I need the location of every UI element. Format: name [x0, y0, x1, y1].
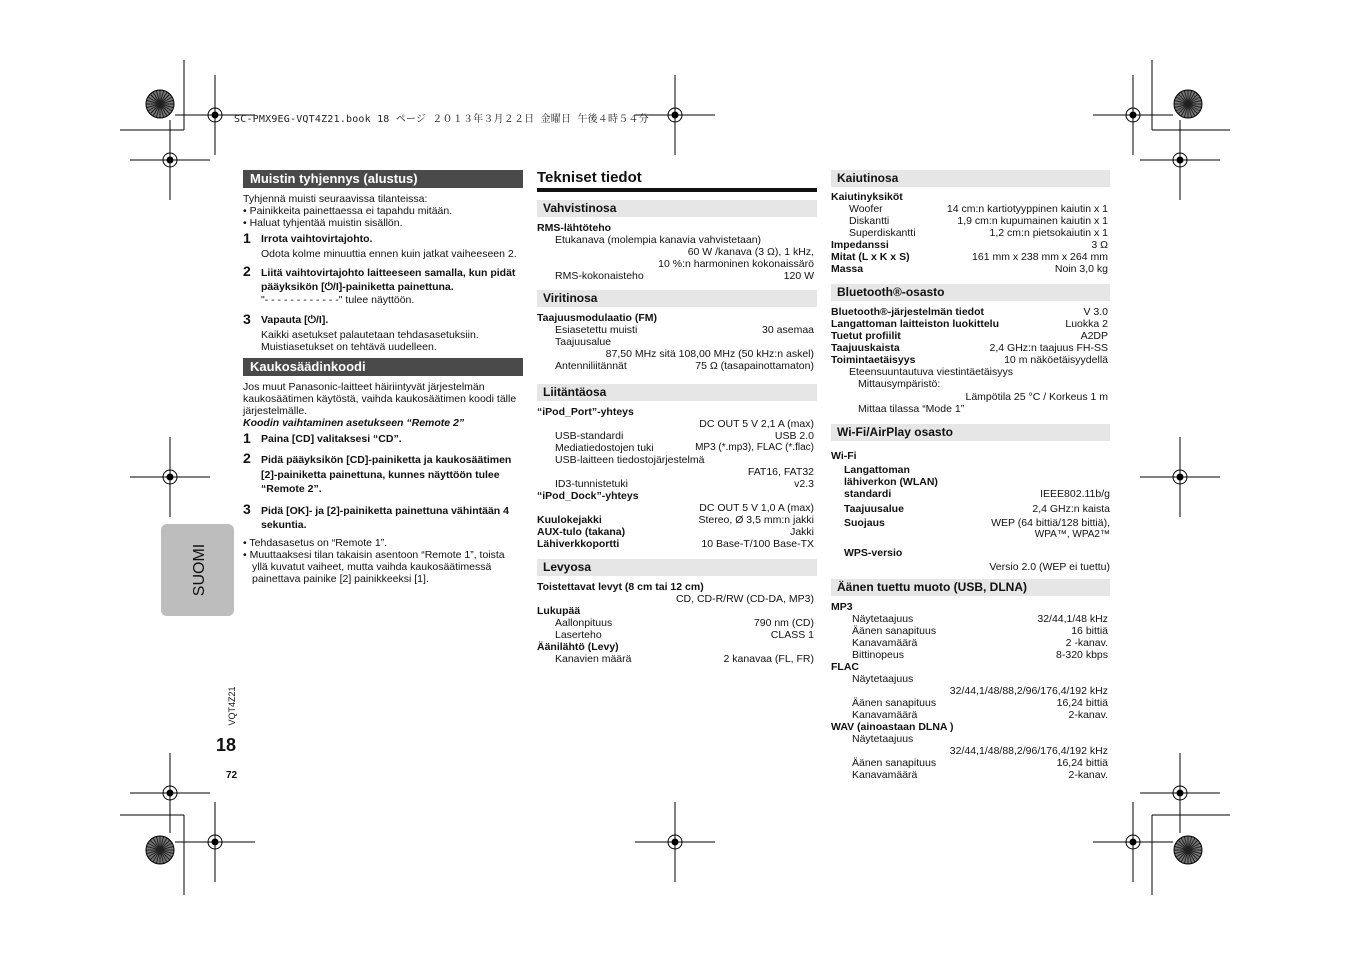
color-dial-mark [146, 90, 174, 118]
color-dial-mark [146, 836, 174, 864]
page-number-small: 72 [226, 770, 238, 781]
registration-crosshair [1140, 753, 1220, 833]
registration-crosshair [635, 802, 715, 882]
registration-crosshair [130, 753, 210, 833]
reset-step-3: 3 Vapauta [⏻/I]. Kaikki asetukset palautetaan tehdasasetuksiin. Muistiasetukset on tehtävä uudelleen. [243, 311, 479, 353]
bluetooth-section: Bluetooth®-järjestelmän tiedot V 3.0 Langattoman laitteiston luokittelu Luokka 2 Tuetut profiilit A2DP Taajuuskaista 2,4 GHz:n taajuus FH-SS Toimintaetäisyys 10 m näköetäisyydellä Eteensuuntautuva viestintäetäisyys Mittausympäristö: Lämpötila 25 °C / Korkeus 1 m Mittaa tilassa “Mode 1” [831, 306, 1108, 415]
reset-step-2: 2 Liitä vaihtovirtajohto laitteeseen samalla, kun pidät pääyksikön [⏻/I]-painiketta painettuna. "- - - - - - - - - - - -" tulee näyttöön. [243, 263, 516, 306]
registration-crosshair [1140, 437, 1220, 517]
wifi-section: Wi-Fi Langattoman lähiverkon (WLAN) standardi IEEE802.11b/g Taajuusalue 2,4 GHz:n kaista Suojaus WEP (64 bittiä/128 bittiä), WPA™, WPA2™ WPS-versio Versio 2.0 (WEP ei tuettu) [831, 450, 1110, 573]
amp-section: RMS-lähtöteho Etukanava (molempia kanavia vahvistetaan) 60 W /kanava (3 Ω), 1 kHz, 10 %:n harmoninen kokonaissärö RMS-kokonaisteho 120 W [537, 222, 814, 282]
bluetooth-title: Bluetooth®-osasto [831, 284, 1110, 301]
remote-note: • Muuttaaksesi tilan takaisin asentoon “Remote 1”, toista yllä kuvatut vaiheet, mutta vaihda kaukosäätimessä painettava painike [2] painikkeeksi [1]. [243, 548, 505, 585]
remote-note: • Tehdasasetus on “Remote 1”. [243, 536, 388, 549]
color-dial-mark [1174, 90, 1202, 118]
terminal-section: “iPod_Port”-yhteys DC OUT 5 V 2,1 A (max) USB-standardi USB 2.0 Mediatiedostojen tuki MP3 (*.mp3), FLAC (*.flac) USB-laitteen tiedostojärjestelmä FAT16, FAT32 ID3-tunnistetuki v2.3 “iPod_Dock”-yhteys DC OUT 5 V 1,0 A (max) Kuulokejakki Stereo, Ø 3,5 mm:n jakki AUX-tulo (takana) Jakki Lähiverkkoportti 10 Base-T/100 Base-TX [537, 406, 814, 550]
specs-title: Tekniset tiedot [537, 169, 642, 186]
amp-title: Vahvistinosa [537, 200, 817, 217]
specs-title-rule [537, 188, 817, 192]
remote-intro: Jos muut Panasonic-laitteet häiriintyvät järjestelmän kaukosäätimen käytöstä, vaihda kaukosäätimen koodi tälle järjestelmälle. [243, 381, 517, 417]
remote-step-2: 2 Pidä pääyksikön [CD]-painiketta ja kaukosäätimen [2]-painiketta painettuna, kunnes näyttöön tulee “Remote 2”. [243, 450, 512, 495]
doc-code: VQT4Z21 [227, 686, 237, 726]
audio-format-title: Äänen tuettu muoto (USB, DLNA) [831, 579, 1110, 596]
registration-crosshair [130, 120, 210, 200]
audio-format-section: MP3 Näytetaajuus 32/44,1/48 kHz Äänen sanapituus 16 bittiä Kanavamäärä 2 -kanav. Bittinopeus 8-320 kbps FLAC Näytetaajuus 32/44,1/48/88,2/96/176,4/192 kHz Äänen sanapituus 16,24 bittiä Kanavamäärä 2-kanav. WAV (ainoastaan DLNA ) Näytetaajuus 32/44,1/48/88,2/96/176,4/192 kHz Äänen sanapituus 16,24 bittiä Kanavamäärä 2-kanav. [831, 601, 1108, 781]
reset-intro: Tyhjennä muisti seuraavissa tilanteissa: [243, 193, 428, 205]
reset-step-1: 1 Irrota vaihtovirtajohto. Odota kolme minuuttia ennen kuin jatkat vaiheeseen 2. [243, 230, 517, 260]
disc-section: Toistettavat levyt (8 cm tai 12 cm) CD, CD-R/RW (CD-DA, MP3) Lukupää Aallonpituus 790 nm (CD) Laserteho CLASS 1 Äänilähtö (Levy) Kanavien määrä 2 kanavaa (FL, FR) [537, 581, 814, 665]
tuner-section: Taajuusmodulaatio (FM) Esiasetettu muisti 30 asemaa Taajuusalue 87,50 MHz sitä 108,00 MHz (50 kHz:n askel) Antenniliitännät 75 Ω (tasapainottamaton) [537, 312, 814, 372]
remote-subtitle: Koodin vaihtaminen asetukseen “Remote 2” [243, 417, 465, 429]
registration-crosshair [130, 437, 210, 517]
tuner-title: Viritinosa [537, 290, 817, 307]
color-dial-mark [1174, 836, 1202, 864]
remote-step-3: 3 Pidä [OK]- ja [2]-painiketta painettuna vähintään 4 sekuntia. [243, 500, 509, 531]
reset-bullet: • Painikkeita painettaessa ei tapahdu mitään. [243, 205, 453, 217]
disc-title: Levyosa [537, 559, 817, 576]
registration-crosshair [1140, 120, 1220, 200]
reset-section [243, 193, 523, 353]
language-tab-label: SUOMI [191, 543, 208, 597]
registration-crosshair [175, 802, 255, 882]
wifi-title: Wi-Fi/AirPlay osasto [831, 424, 1110, 441]
speaker-title: Kaiutinosa [831, 170, 1110, 187]
file-info-header: SC-PMX9EG-VQT4Z21.book 18 ページ ２０１３年３月２２日 金曜日 午後４時５４分 [234, 114, 649, 125]
registration-crosshair [1093, 75, 1173, 155]
remote-section [243, 381, 523, 585]
reset-section-title: Muistin tyhjennys (alustus) [243, 170, 523, 188]
terminal-title: Liitäntäosa [537, 384, 817, 401]
remote-step-1: 1 Paina [CD] valitaksesi “CD”. [243, 430, 402, 446]
speaker-section: Kaiutinyksiköt Woofer 14 cm:n kartiotyyppinen kaiutin x 1 Diskantti 1,9 cm:n kupumainen kaiutin x 1 Superdiskantti 1,2 cm:n pietsokaiutin x 1 Impedanssi 3 Ω Mitat (L x K x S) 161 mm x 238 mm x 264 mm Massa Noin 3,0 kg [831, 191, 1108, 275]
remote-section-title: Kaukosäädinkoodi [243, 358, 523, 376]
registration-crosshair [1093, 802, 1173, 882]
page-number: 18 [216, 735, 237, 755]
reset-bullet: • Haluat tyhjentää muistin sisällön. [243, 217, 403, 229]
